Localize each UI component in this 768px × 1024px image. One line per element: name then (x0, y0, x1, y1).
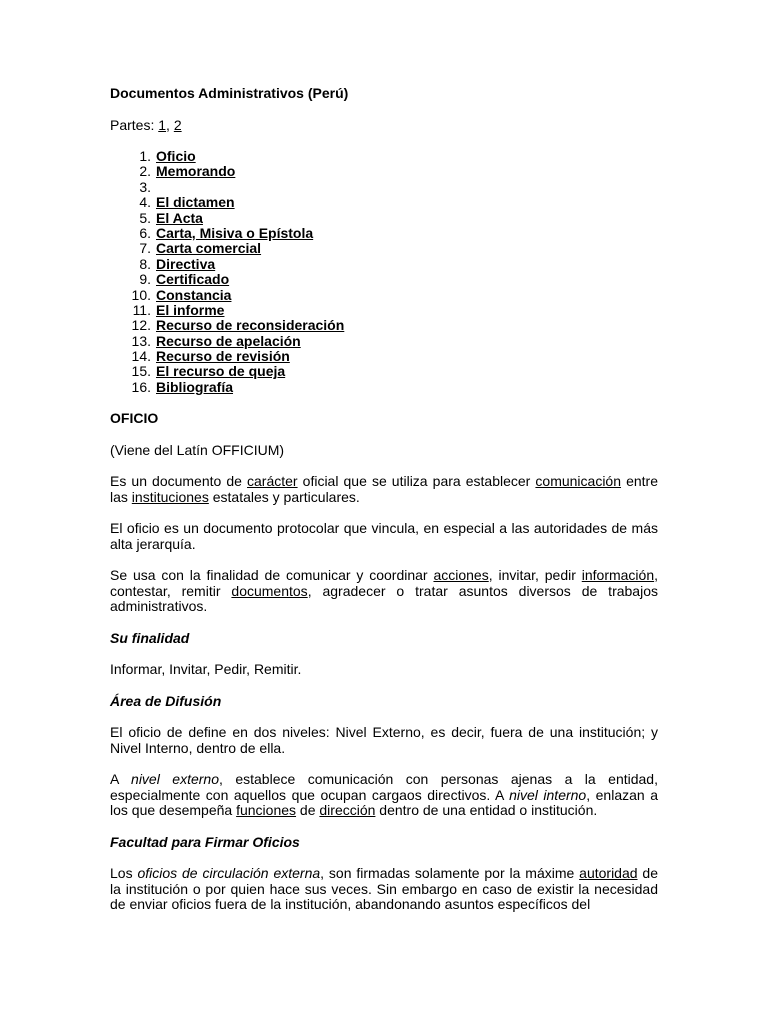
toc-number: 15. (131, 363, 151, 380)
document-title: Documentos Administrativos (Perú) (110, 85, 349, 101)
italic-run: nivel interno (509, 786, 587, 803)
area-paragraph-2 (110, 772, 658, 819)
toc-link-carta-comercial[interactable]: Carta comercial (156, 240, 262, 257)
text-run: dentro de una entidad o institución. (375, 802, 598, 819)
toc-number: 12. (131, 317, 151, 334)
toc-number: 5. (139, 209, 151, 226)
parts-separator: , (166, 116, 170, 133)
link-comunicacion[interactable]: comunicación (535, 473, 622, 490)
toc-link-directiva[interactable]: Directiva (156, 255, 216, 272)
section-heading-oficio: OFICIO (110, 410, 159, 427)
toc-link-oficio[interactable]: Oficio (156, 148, 196, 164)
toc-number: 1. (139, 148, 151, 164)
text-run: , agradecer o tratar asuntos diversos de trabajos administrativos. (110, 582, 658, 615)
toc-number: 9. (139, 271, 151, 288)
toc-link-informe[interactable]: El informe (156, 301, 225, 318)
toc-link-bibliografia[interactable]: Bibliografía (156, 378, 234, 395)
link-funciones[interactable]: funciones (236, 802, 297, 819)
link-documentos[interactable]: documentos (231, 582, 308, 599)
toc-link-constancia[interactable]: Constancia (156, 286, 232, 303)
part-link-1[interactable]: 1 (158, 116, 167, 133)
text-run: Se usa con la finalidad de comunicar y coordinar (110, 567, 434, 584)
facultad-paragraph (110, 866, 658, 912)
text-run: , enlazan a los que desempeña (110, 786, 658, 819)
toc-number: 8. (139, 255, 151, 272)
toc-number: 16. (131, 378, 151, 395)
area-paragraph-1: El oficio de define en dos niveles: Nivel Externo, es decir, fuera de una institución; y Nivel Interno, dentro de ella. (110, 724, 658, 756)
parts-nav (110, 118, 658, 134)
link-direccion[interactable]: dirección (319, 802, 376, 819)
toc-number: 10. (131, 286, 151, 303)
toc-item (110, 288, 658, 303)
text-run: Es un documento de (110, 473, 248, 490)
link-caracter[interactable]: carácter (247, 473, 298, 490)
document-body (110, 86, 658, 928)
toc-number: 11. (132, 301, 151, 318)
toc-number: 7. (139, 240, 151, 257)
toc-link-acta[interactable]: El Acta (156, 209, 203, 226)
toc-link-memorando[interactable]: Memorando (156, 163, 236, 180)
toc-link-reconsideracion[interactable]: Recurso de reconsideración (156, 317, 345, 334)
parts-label: Partes: (110, 116, 155, 133)
text-run: entre las (110, 473, 658, 505)
toc-item (110, 380, 658, 395)
toc-link-carta[interactable]: Carta, Misiva o Epístola (156, 224, 314, 241)
toc-item (110, 349, 658, 364)
toc-item (110, 180, 658, 195)
subheading-finalidad: Su finalidad (110, 629, 190, 646)
origin-paragraph: (Viene del Latín OFFICIUM) (110, 441, 285, 458)
text-run: estatales y particulares. (208, 488, 360, 505)
toc-link-dictamen[interactable]: El dictamen (156, 194, 235, 211)
purpose-paragraph (110, 568, 658, 615)
toc-item (110, 195, 658, 210)
toc-number: 6. (139, 224, 151, 241)
toc-item (110, 211, 658, 226)
toc-item (110, 318, 658, 333)
italic-run: nivel externo (131, 771, 219, 788)
toc-link-queja[interactable]: El recurso de queja (156, 363, 286, 380)
toc-number: 3. (139, 178, 151, 195)
definition-paragraph (110, 474, 658, 505)
toc-number: 4. (139, 194, 151, 211)
toc-item (110, 334, 658, 349)
text-run: oficial que se utiliza para establecer (297, 473, 536, 490)
toc-item (110, 241, 658, 256)
toc-item (110, 364, 658, 379)
toc-link-apelacion[interactable]: Recurso de apelación (156, 332, 301, 349)
text-run: de (296, 802, 320, 819)
text-run: Los (110, 866, 138, 882)
toc-link-revision[interactable]: Recurso de revisión (156, 348, 290, 365)
toc-link-certificado[interactable]: Certificado (156, 271, 230, 288)
toc-item (110, 303, 658, 318)
text-run: , invitar, pedir (488, 567, 582, 584)
toc-number: 14. (131, 348, 151, 365)
text-run: , establece comunicación con personas ajenas a la entidad, especialmente con aquellos que ocupan cargaos directivos. A (110, 771, 658, 803)
text-run: , son firmadas solamente por la máxime (320, 866, 580, 882)
toc-item (110, 257, 658, 272)
italic-run: oficios de circulación externa (137, 866, 321, 882)
toc-item (110, 164, 658, 179)
finalidad-paragraph: Informar, Invitar, Pedir, Remitir. (110, 661, 302, 678)
toc-item (110, 272, 658, 287)
table-of-contents (110, 149, 658, 395)
subheading-area-difusion: Área de Difusión (110, 692, 222, 709)
text-run: , contestar, remitir (110, 567, 659, 599)
text-run: A (110, 771, 132, 788)
link-acciones[interactable]: acciones (433, 567, 489, 584)
link-instituciones[interactable]: instituciones (131, 488, 209, 505)
subheading-facultad: Facultad para Firmar Oficios (110, 833, 300, 850)
link-informacion[interactable]: información (581, 567, 655, 584)
toc-item (110, 226, 658, 241)
toc-number: 2. (139, 163, 151, 180)
toc-number: 13. (131, 332, 151, 349)
link-autoridad[interactable]: autoridad (579, 866, 638, 882)
protocol-paragraph: El oficio es un documento protocolar que vincula, en especial a las autoridades de más alta jerarquía. (110, 520, 658, 552)
toc-item (110, 149, 658, 164)
part-link-2[interactable]: 2 (173, 116, 182, 133)
text-run: de la institución o por quien hace sus veces. Sin embargo en caso de existir la necesidad de enviar oficios fuera de la institución, abandonando asuntos específicos del (110, 866, 658, 913)
